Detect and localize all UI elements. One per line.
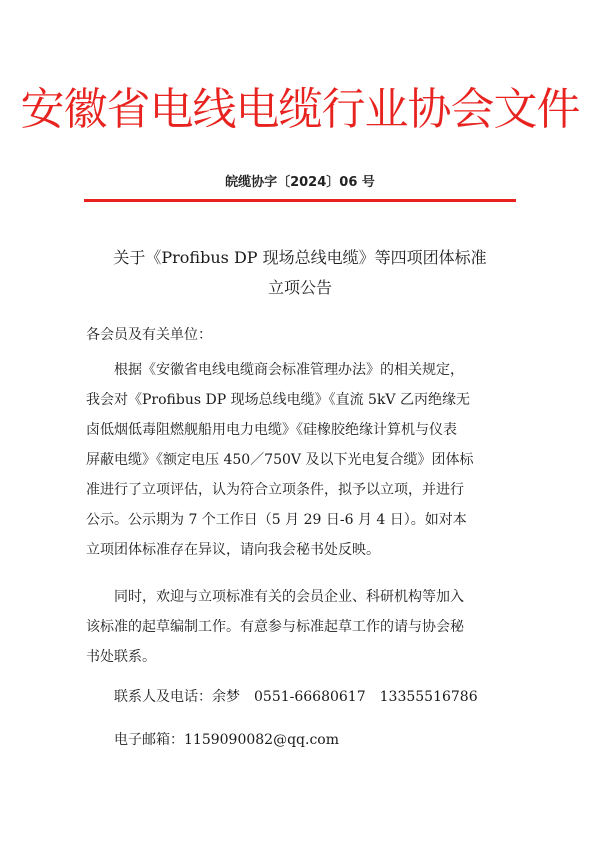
notice-title-line-1: 关于《Profibus DP 现场总线电缆》等四项团体标准 — [113, 248, 487, 267]
contact-label: 联系人及电话：余梦 — [114, 689, 240, 705]
paragraph-1-line: 我会对《Profibus DP 现场总线电缆》《直流 5kV 乙丙绝缘无 — [86, 392, 470, 408]
email-address: 1159090082@qq.com — [184, 732, 339, 748]
contact-phone-2: 13355516786 — [379, 689, 478, 705]
contact-phone-1: 0551-66680617 — [254, 689, 366, 705]
document-header-title: 安徽省电线电缆行业协会文件 — [20, 84, 580, 135]
salutation: 各会员及有关单位： — [86, 327, 212, 343]
email-label: 电子邮箱： — [114, 732, 184, 748]
email-line — [114, 727, 339, 753]
contact-line — [114, 684, 478, 710]
paragraph-2-line: 书处联系。 — [86, 649, 156, 665]
paragraph-1-line: 准进行了立项评估，认为符合立项条件，拟予以立项，并进行 — [86, 482, 464, 498]
notice-title-line-2: 立项公告 — [267, 278, 332, 297]
paragraph-1 — [86, 355, 526, 565]
paragraph-1-line: 立项团体标准存在异议，请向我会秘书处反映。 — [86, 542, 380, 558]
paragraph-1-line: 公示。公示期为 7 个工作日（5 月 29 日-6 月 4 日）。如对本 — [86, 512, 467, 528]
paragraph-2-line: 同时，欢迎与立项标准有关的会员企业、科研机构等加入 — [114, 589, 464, 605]
paragraph-1-line: 根据《安徽省电线电缆商会标准管理办法》的相关规定， — [114, 362, 464, 378]
paragraph-1-line: 屏蔽电缆》《额定电压 450／750V 及以下光电复合缆》团体标 — [86, 452, 474, 468]
notice-title — [60, 243, 540, 303]
paragraph-2-line: 该标准的起草编制工作。有意参与标准起草工作的请与协会秘 — [86, 619, 464, 635]
red-divider-line — [84, 199, 516, 202]
paragraph-2 — [86, 582, 526, 672]
document-number: 皖缆协字〔2024〕06 号 — [225, 175, 375, 190]
paragraph-1-line: 卤低烟低毒阻燃舰船用电力电缆》《硅橡胶绝缘计算机与仪表 — [86, 422, 457, 438]
